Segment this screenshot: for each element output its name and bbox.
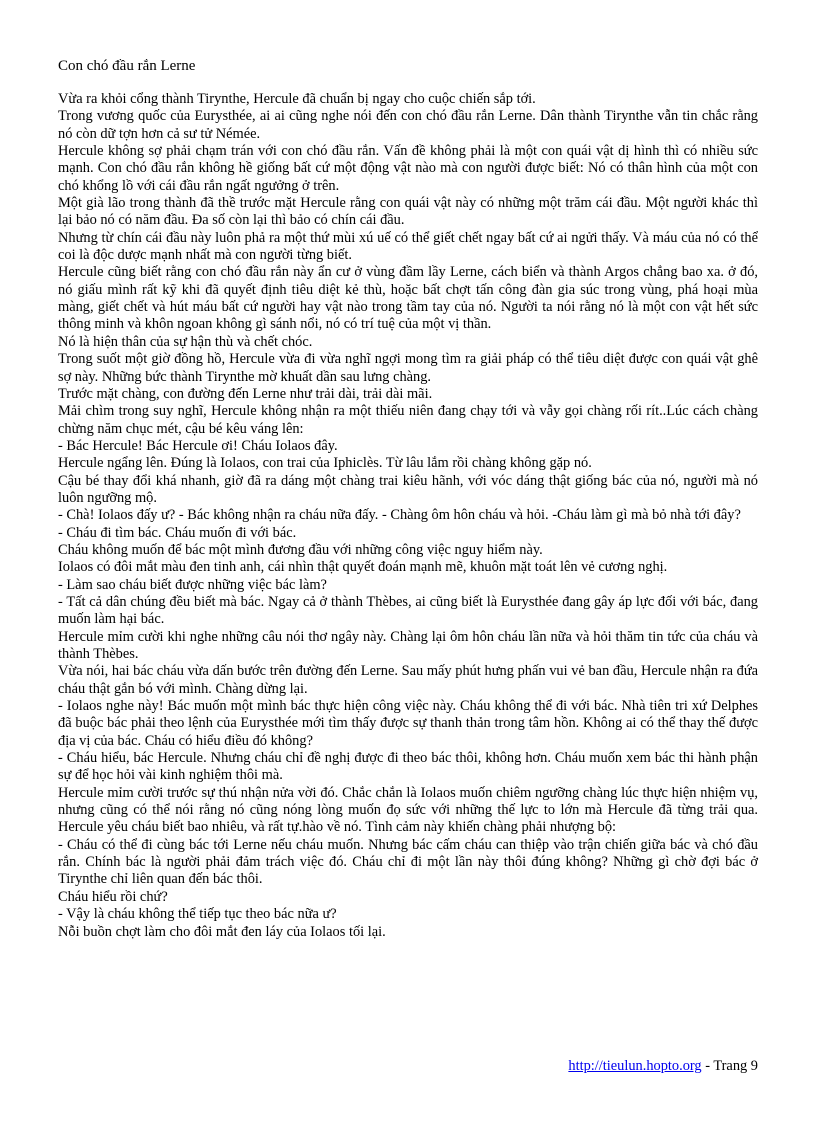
dialogue-line: - Làm sao cháu biết được những việc bác làm? [58,576,327,593]
paragraph: Mải chìm trong suy nghĩ, Hercule không nhận ra một thiếu niên đang chạy tới và vẫy gọi chàng rối rít..Lúc cách chàng chừng năm chục mét, cậu bé kêu váng lên: [58,403,758,437]
page-number: - Trang 9 [701,1058,758,1074]
dialogue-line: - Cháu đi tìm bác. Cháu muốn đi với bác. [58,524,297,541]
page-title: Con chó đầu rắn Lerne [58,58,196,74]
paragraph: Trước mặt chàng, con đường đến Lerne như trải dài, trải dài mãi. [58,385,433,402]
dialogue-line: - Cháu có thể đi cùng bác tới Lerne nếu cháu muốn. Nhưng bác cấm cháu can thiệp vào trận chiến giữa bác và chó đầu rắn. Chính bác là người phải đảm trách việc đó. Cháu chỉ đi một lần này thôi đúng không? Những gì chờ đợi bác ở Tirynthe chỉ liên quan đến bác thôi. [58,836,758,888]
dialogue-line: - Cháu hiểu, bác Hercule. Nhưng cháu chỉ đề nghị được đi theo bác thôi, không hơn. Cháu muốn xem bác thi hành phận sự để học hỏi vài kinh nghiệm thôi mà. [58,750,758,784]
paragraph: Hercule cũng biết rằng con chó đầu rắn này ẩn cư ở vùng đầm lầy Lerne, cách biển và thành Argos chẳng bao xa. ở đó, nó giấu mình rất kỹ khi đã quyết định tiêu diệt kẻ thù, hoặc bất chợt tấn công đàn gia súc trong vùng, phá hoại mùa màng, giết chết và hút máu bất cứ người hay vật nào trong tầm tay của nó. Người ta nói rằng nó là một con vật hết sức thông minh và khôn ngoan không gì sánh nổi, nó có trí tuệ của một vị thần. [58,264,758,333]
paragraph: Vừa nói, hai bác cháu vừa dấn bước trên đường đến Lerne. Sau mấy phút hưng phấn vui vẻ ban đầu, Hercule nhận ra đứa cháu thật gắn bó với mình. Chàng dừng lại. [58,663,758,697]
dialogue-line: - Bác Hercule! Bác Hercule ơi! Cháu Iolaos đây. [58,437,338,454]
dialogue-line: - Tất cả dân chúng đều biết mà bác. Ngay cả ở thành Thèbes, ai cũng biết là Eurysthée đang gây áp lực đối với bác, đang muốn làm hại bác. [58,593,758,628]
source-link[interactable]: http://tieulun.hopto.org [568,1058,702,1074]
dialogue-line: Cháu hiểu rồi chứ? [58,888,168,905]
paragraph: Iolaos có đôi mắt màu đen tinh anh, cái nhìn thật quyết đoán mạnh mẽ, khuôn mặt toát lên vẻ cương nghị. [58,559,668,576]
page-footer [430,1057,758,1075]
dialogue-line: - Iolaos nghe này! Bác muốn một mình bác thực hiện công việc này. Cháu không thể đi với bác. Nhà tiên tri xứ Delphes đã buộc bác phải theo lệnh của Eurysthée mới tìm thấy được sự thanh thản trong tâm hồn. Không ai có thể thay thế được địa vị của bác. Cháu có hiểu điều đó không? [58,698,758,749]
body-text [58,91,758,941]
paragraph: Trong vương quốc của Eurysthée, ai ai cũng nghe nói đến con chó đầu rắn Lerne. Dân thành Tirynthe vẫn tin chắc rằng nó còn dữ tợn hơn cả sư tử Némée. [58,108,758,142]
paragraph: Nỗi buồn chợt làm cho đôi mắt đen láy của Iolaos tối lại. [58,923,386,940]
paragraph: Hercule mỉm cười trước sự thú nhận nửa vời đó. Chắc chắn là Iolaos muốn chiêm ngưỡng chàng lúc thực hiện nhiệm vụ, nhưng cũng có thể nói rằng nó cũng nóng lòng muốn đọ sức với những thế lực to lớn mà Hercule đã từng trải qua. Hercule yêu cháu biết bao nhiêu, và rất tự.hào về nó. Tình cảm này khiến chàng phải nhượng bộ: [58,784,758,836]
dialogue-line: - Vậy là cháu không thể tiếp tục theo bác nữa ư? [58,906,337,923]
paragraph: Cháu không muốn để bác một mình đương đầu với những công việc nguy hiểm này. [58,541,543,558]
paragraph: Một già lão trong thành đã thề trước mặt Hercule rằng con quái vật này có những một trăm cái đầu. Một người khác thì lại bảo nó có năm đầu. Đa số còn lại thì bảo có chín cái đầu. [58,195,758,229]
paragraph: Cậu bé thay đổi khá nhanh, giờ đã ra dáng một chàng trai kiêu hãnh, với vóc dáng thật giống bác của nó, người mà nó luôn ngưỡng mộ. [58,472,758,506]
paragraph: Trong suốt một giờ đồng hồ, Hercule vừa đi vừa nghĩ ngợi mong tìm ra giải pháp có thể tiêu diệt được con quái vật ghê sợ này. Những bức thành Tirynthe mờ khuất dần sau lưng chàng. [58,351,758,385]
dialogue-line: - Chà! Iolaos đấy ư? - Bác không nhận ra cháu nữa đấy. - Chàng ôm hôn cháu và hỏi. -Cháu làm gì mà bỏ nhà tới đây? [58,507,741,524]
paragraph: Hercule ngẩng lên. Đúng là Iolaos, con trai của Iphiclès. Từ lâu lắm rồi chàng không gặp nó. [58,455,592,472]
paragraph: Hercule mỉm cười khi nghe những câu nói thơ ngây này. Chàng lại ôm hôn cháu lần nữa và hỏi thăm tin tức của cháu và thành Thèbes. [58,628,758,662]
paragraph: Hercule không sợ phải chạm trán với con chó đầu rắn. Vấn đề không phải là một con quái vật dị hình thì có nhiều sức mạnh. Con chó đầu rắn không hề giống bất cứ một động vật nào mà con người được biết: Nó có thân hình của một con chó khổng lồ với cái đầu rắn ngất ngưởng ở trên. [58,143,758,194]
paragraph: Nhưng từ chín cái đầu này luôn phả ra một thứ mùi xú uế có thể giết chết ngay bất cứ ai ngửi thấy. Và máu của nó có thể coi là độc dược mạnh nhất mà con người từng biết. [58,229,758,264]
paragraph: Vừa ra khỏi cổng thành Tirynthe, Hercule đã chuẩn bị ngay cho cuộc chiến sắp tới. [58,91,536,107]
paragraph: Nó là hiện thân của sự hận thù và chết chóc. [58,333,313,350]
